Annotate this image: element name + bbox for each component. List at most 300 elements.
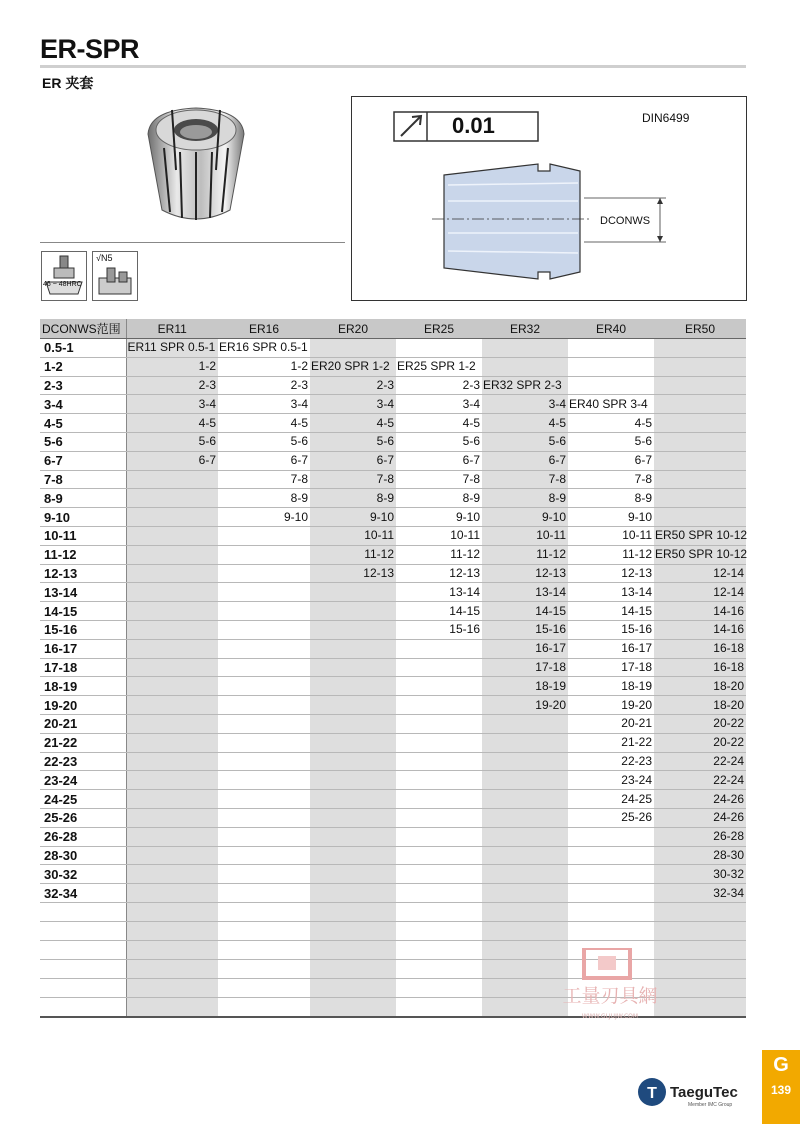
table-row (40, 884, 746, 903)
empty-cell (218, 921, 310, 940)
empty-cell (654, 902, 746, 921)
table-cell (482, 808, 568, 827)
table-cell: 18-20 (654, 677, 746, 696)
range-cell: 6-7 (40, 451, 126, 470)
table-cell (482, 790, 568, 809)
table-cell (218, 677, 310, 696)
range-cell: 32-34 (40, 884, 126, 903)
table-cell (126, 583, 218, 602)
range-cell: 9-10 (40, 508, 126, 527)
table-cell: 22-23 (568, 752, 654, 771)
table-cell: 12-14 (654, 564, 746, 583)
table-row (40, 846, 746, 865)
table-row (40, 620, 746, 639)
empty-cell (40, 978, 126, 997)
empty-cell (396, 921, 482, 940)
table-cell: 12-13 (568, 564, 654, 583)
empty-cell (482, 902, 568, 921)
brand-logo (636, 1075, 751, 1109)
table-cell: 6-7 (482, 451, 568, 470)
table-cell (654, 414, 746, 433)
collet-profile (444, 164, 580, 279)
table-cell (126, 602, 218, 621)
table-cell (396, 771, 482, 790)
table-cell (396, 677, 482, 696)
table-cell (654, 470, 746, 489)
table-cell (218, 790, 310, 809)
table-cell: 24-26 (654, 808, 746, 827)
table-row (40, 508, 746, 527)
range-cell: 20-21 (40, 714, 126, 733)
table-cell (482, 846, 568, 865)
table-cell: 9-10 (396, 508, 482, 527)
table-cell (482, 884, 568, 903)
empty-cell (396, 997, 482, 1017)
column-header-range: DCONWS范围 (40, 319, 126, 339)
table-cell: 8-9 (568, 489, 654, 508)
table-cell (396, 658, 482, 677)
table-cell (654, 339, 746, 358)
table-cell: 8-9 (396, 489, 482, 508)
table-cell: 32-34 (654, 884, 746, 903)
range-cell: 21-22 (40, 733, 126, 752)
table-cell: 4-5 (310, 414, 396, 433)
table-cell (396, 639, 482, 658)
table-cell (218, 583, 310, 602)
table-row (40, 489, 746, 508)
column-header-er20: ER20 (310, 319, 396, 339)
range-cell: 15-16 (40, 620, 126, 639)
table-cell: 9-10 (568, 508, 654, 527)
table-cell: 10-11 (568, 526, 654, 545)
table-row (40, 376, 746, 395)
table-cell: 13-14 (482, 583, 568, 602)
table-cell (310, 639, 396, 658)
table-cell (310, 827, 396, 846)
table-cell: 5-6 (482, 432, 568, 451)
empty-cell (396, 902, 482, 921)
range-cell: 16-17 (40, 639, 126, 658)
table-cell (654, 508, 746, 527)
empty-cell (126, 978, 218, 997)
table-cell: 17-18 (568, 658, 654, 677)
table-cell: 22-24 (654, 771, 746, 790)
table-cell (654, 432, 746, 451)
table-cell (310, 696, 396, 715)
table-cell: 4-5 (218, 414, 310, 433)
title-rule (40, 65, 746, 68)
table-cell: 14-15 (396, 602, 482, 621)
table-cell: 5-6 (126, 432, 218, 451)
table-cell: 18-20 (654, 696, 746, 715)
runout-value: 0.01 (452, 113, 495, 138)
table-cell (654, 376, 746, 395)
table-cell: 12-13 (396, 564, 482, 583)
range-cell: 5-6 (40, 432, 126, 451)
table-cell (218, 752, 310, 771)
table-cell (482, 339, 568, 358)
empty-cell (218, 997, 310, 1017)
table-cell (126, 733, 218, 752)
table-cell: 13-14 (568, 583, 654, 602)
range-cell: 7-8 (40, 470, 126, 489)
empty-cell (396, 978, 482, 997)
table-cell: 9-10 (218, 508, 310, 527)
table-cell: 10-11 (396, 526, 482, 545)
table-cell: 3-4 (218, 395, 310, 414)
table-cell: 18-19 (568, 677, 654, 696)
table-cell (126, 790, 218, 809)
watermark-text: 工量刃具網 (562, 985, 658, 1007)
column-header-er11: ER11 (126, 319, 218, 339)
table-cell (218, 545, 310, 564)
table-cell (218, 771, 310, 790)
range-cell: 19-20 (40, 696, 126, 715)
table-cell (310, 790, 396, 809)
table-row (40, 733, 746, 752)
table-cell (126, 508, 218, 527)
table-row (40, 827, 746, 846)
table-cell: 6-7 (310, 451, 396, 470)
table-cell: 10-11 (482, 526, 568, 545)
range-cell: 1-2 (40, 357, 126, 376)
table-cell: 2-3 (310, 376, 396, 395)
table-cell (126, 564, 218, 583)
table-row (40, 639, 746, 658)
table-cell: 4-5 (126, 414, 218, 433)
table-cell: 8-9 (482, 489, 568, 508)
table-row (40, 432, 746, 451)
table-row (40, 583, 746, 602)
dconws-label: DCONWS (600, 215, 651, 227)
table-cell: 7-8 (310, 470, 396, 489)
table-cell (310, 884, 396, 903)
table-cell (396, 808, 482, 827)
table-cell: 2-3 (218, 376, 310, 395)
table-cell (218, 714, 310, 733)
table-cell (126, 752, 218, 771)
table-cell (654, 357, 746, 376)
table-cell: 16-18 (654, 658, 746, 677)
page-subtitle: ER 夹套 (42, 75, 94, 91)
range-cell: 28-30 (40, 846, 126, 865)
range-cell: 30-32 (40, 865, 126, 884)
table-cell (568, 865, 654, 884)
table-cell (568, 339, 654, 358)
empty-cell (310, 940, 396, 959)
range-cell: 4-5 (40, 414, 126, 433)
range-cell: 26-28 (40, 827, 126, 846)
table-cell: 24-25 (568, 790, 654, 809)
table-cell: 11-12 (482, 545, 568, 564)
table-cell: 1-2 (218, 357, 310, 376)
table-cell (396, 714, 482, 733)
table-cell (218, 639, 310, 658)
table-cell (482, 733, 568, 752)
table-row (40, 451, 746, 470)
range-cell: 11-12 (40, 545, 126, 564)
table-cell (126, 771, 218, 790)
table-cell: ER11 SPR 0.5-1 (126, 339, 218, 358)
table-cell: 9-10 (482, 508, 568, 527)
table-cell (218, 827, 310, 846)
empty-cell (126, 921, 218, 940)
table-cell: ER16 SPR 0.5-1 (218, 339, 310, 358)
range-cell: 18-19 (40, 677, 126, 696)
table-row (40, 696, 746, 715)
table-cell (396, 339, 482, 358)
table-cell: 1-2 (126, 357, 218, 376)
table-cell: 16-18 (654, 639, 746, 658)
table-cell: 4-5 (568, 414, 654, 433)
table-cell (310, 752, 396, 771)
range-cell: 17-18 (40, 658, 126, 677)
material-hardness-icon (41, 251, 87, 301)
watermark (540, 948, 680, 1023)
table-cell: 20-22 (654, 733, 746, 752)
table-cell (310, 865, 396, 884)
table-cell (568, 884, 654, 903)
range-cell: 10-11 (40, 526, 126, 545)
table-cell (126, 639, 218, 658)
table-cell (310, 808, 396, 827)
table-cell (310, 846, 396, 865)
table-row (40, 714, 746, 733)
column-header-er32: ER32 (482, 319, 568, 339)
table-cell: 3-4 (126, 395, 218, 414)
table-row (40, 564, 746, 583)
table-row (40, 677, 746, 696)
table-cell: ER20 SPR 1-2 (310, 357, 396, 376)
empty-row (40, 902, 746, 921)
table-cell (126, 865, 218, 884)
table-cell: 2-3 (396, 376, 482, 395)
table-cell (310, 602, 396, 621)
brand-tagline: Member IMC Group (688, 1102, 733, 1108)
table-cell: 15-16 (568, 620, 654, 639)
empty-cell (218, 978, 310, 997)
table-cell (218, 733, 310, 752)
table-cell: ER50 SPR 10-12 (654, 545, 746, 564)
table-cell (218, 865, 310, 884)
table-cell: 5-6 (396, 432, 482, 451)
table-cell: 22-24 (654, 752, 746, 771)
table-cell: 15-16 (396, 620, 482, 639)
range-cell: 22-23 (40, 752, 126, 771)
table-cell: 4-5 (396, 414, 482, 433)
table-cell: 9-10 (310, 508, 396, 527)
table-cell: 10-11 (310, 526, 396, 545)
table-cell: 11-12 (396, 545, 482, 564)
table-cell: 16-17 (568, 639, 654, 658)
table-cell (482, 752, 568, 771)
table-cell (218, 620, 310, 639)
table-cell: 15-16 (482, 620, 568, 639)
table-cell (396, 846, 482, 865)
table-row (40, 357, 746, 376)
table-cell (568, 376, 654, 395)
table-cell: 12-14 (654, 583, 746, 602)
table-cell (654, 451, 746, 470)
table-cell (568, 357, 654, 376)
table-cell: 11-12 (568, 545, 654, 564)
table-cell: 21-22 (568, 733, 654, 752)
table-cell: 14-15 (568, 602, 654, 621)
table-cell (126, 884, 218, 903)
empty-cell (396, 959, 482, 978)
table-cell (126, 696, 218, 715)
table-cell: 12-13 (482, 564, 568, 583)
table-cell: 6-7 (396, 451, 482, 470)
range-cell: 2-3 (40, 376, 126, 395)
table-cell: 14-15 (482, 602, 568, 621)
range-cell: 25-26 (40, 808, 126, 827)
table-cell: 3-4 (482, 395, 568, 414)
table-cell: 3-4 (396, 395, 482, 414)
range-cell: 23-24 (40, 771, 126, 790)
table-cell: 13-14 (396, 583, 482, 602)
column-header-er50: ER50 (654, 319, 746, 339)
table-cell (126, 808, 218, 827)
table-cell: 19-20 (482, 696, 568, 715)
table-cell (654, 489, 746, 508)
table-cell (218, 884, 310, 903)
column-header-er40: ER40 (568, 319, 654, 339)
table-cell (482, 357, 568, 376)
range-cell: 24-25 (40, 790, 126, 809)
empty-cell (310, 902, 396, 921)
page-title: ER-SPR (40, 34, 140, 64)
table-cell (310, 339, 396, 358)
empty-cell (40, 959, 126, 978)
table-cell: 3-4 (310, 395, 396, 414)
table-cell: 5-6 (310, 432, 396, 451)
page-number: 139 (770, 1083, 792, 1097)
range-cell: 12-13 (40, 564, 126, 583)
table-row (40, 865, 746, 884)
table-cell: 2-3 (126, 376, 218, 395)
table-cell: 20-21 (568, 714, 654, 733)
table-cell (310, 583, 396, 602)
empty-cell (482, 921, 568, 940)
table-cell (126, 470, 218, 489)
range-cell: 8-9 (40, 489, 126, 508)
table-row (40, 658, 746, 677)
empty-cell (310, 959, 396, 978)
empty-cell (218, 902, 310, 921)
table-cell (218, 846, 310, 865)
table-cell: 8-9 (218, 489, 310, 508)
empty-cell (126, 959, 218, 978)
table-cell (218, 808, 310, 827)
table-cell (310, 733, 396, 752)
collet-size-table (40, 319, 746, 1018)
svg-text:T: T (647, 1085, 657, 1102)
table-cell: ER32 SPR 2-3 (482, 376, 568, 395)
table-cell (482, 771, 568, 790)
table-cell: 23-24 (568, 771, 654, 790)
surface-finish-icon (92, 251, 138, 301)
table-cell: 17-18 (482, 658, 568, 677)
table-row (40, 526, 746, 545)
table-cell (310, 658, 396, 677)
table-row (40, 752, 746, 771)
table-cell: 6-7 (126, 451, 218, 470)
table-cell: ER25 SPR 1-2 (396, 357, 482, 376)
range-cell: 3-4 (40, 395, 126, 414)
table-cell (126, 714, 218, 733)
empty-cell (40, 902, 126, 921)
table-cell: 18-19 (482, 677, 568, 696)
table-cell (396, 752, 482, 771)
watermark-url: WWW.GLJUJW.COM (581, 1013, 639, 1020)
table-cell: 14-16 (654, 602, 746, 621)
table-cell (396, 827, 482, 846)
table-cell: 25-26 (568, 808, 654, 827)
table-cell (310, 714, 396, 733)
table-cell: 7-8 (482, 470, 568, 489)
table-cell (482, 865, 568, 884)
table-cell (482, 827, 568, 846)
table-cell (310, 771, 396, 790)
table-row (40, 470, 746, 489)
table-cell: 7-8 (218, 470, 310, 489)
table-cell (482, 714, 568, 733)
table-row (40, 545, 746, 564)
column-header-er16: ER16 (218, 319, 310, 339)
table-cell (310, 677, 396, 696)
table-cell: 11-12 (310, 545, 396, 564)
standard-label: DIN6499 (642, 111, 690, 125)
table-cell (126, 545, 218, 564)
range-cell: 13-14 (40, 583, 126, 602)
table-cell: 8-9 (310, 489, 396, 508)
empty-cell (40, 921, 126, 940)
table-cell: 20-22 (654, 714, 746, 733)
empty-cell (568, 902, 654, 921)
collet-photo (142, 100, 250, 228)
table-cell (310, 620, 396, 639)
table-cell (126, 677, 218, 696)
table-cell: 7-8 (396, 470, 482, 489)
table-cell: 12-13 (310, 564, 396, 583)
table-row (40, 790, 746, 809)
empty-cell (310, 921, 396, 940)
empty-row (40, 921, 746, 940)
table-cell (568, 827, 654, 846)
empty-cell (126, 997, 218, 1017)
table-cell (396, 865, 482, 884)
empty-cell (654, 921, 746, 940)
table-row (40, 602, 746, 621)
table-cell: ER50 SPR 10-12 (654, 526, 746, 545)
table-cell (126, 489, 218, 508)
table-cell: 14-16 (654, 620, 746, 639)
table-cell: 28-30 (654, 846, 746, 865)
table-cell (396, 696, 482, 715)
table-cell (126, 620, 218, 639)
table-cell (218, 564, 310, 583)
column-header-er25: ER25 (396, 319, 482, 339)
table-cell: 24-26 (654, 790, 746, 809)
table-cell (126, 658, 218, 677)
table-cell: 6-7 (218, 451, 310, 470)
empty-cell (568, 921, 654, 940)
table-cell: 5-6 (218, 432, 310, 451)
empty-cell (126, 902, 218, 921)
table-row (40, 771, 746, 790)
table-cell (126, 526, 218, 545)
